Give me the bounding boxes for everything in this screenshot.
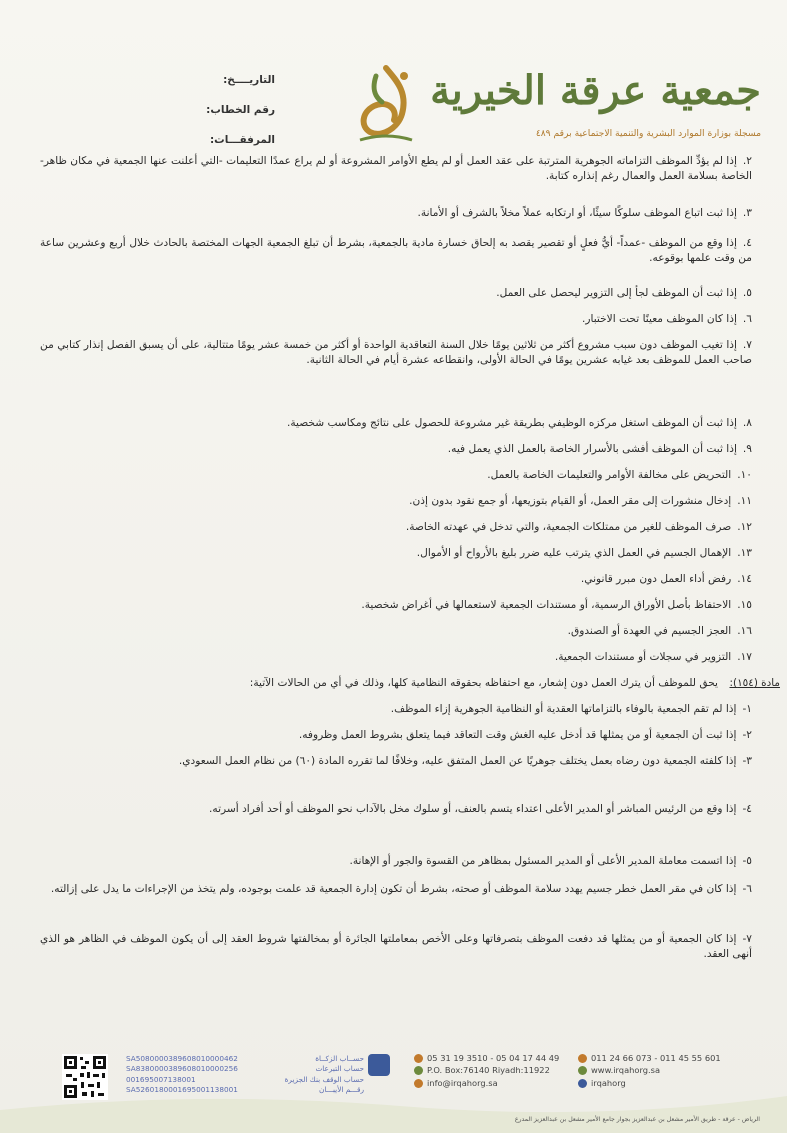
mailbox-icon [414, 1066, 423, 1075]
address: الرياض - عرقة - طريق الأمير مشعل بن عبدالعزيز بجوار جامع الأمير مشعل بن عبدالعزيز المدرع [514, 1116, 760, 1123]
list-item: ٩.إذا ثبت أن الموظف أفشى بالأسرار الخاصة بالعمل الذي يعمل فيه. [447, 443, 752, 455]
qr-code-icon [62, 1054, 108, 1100]
list-item: ٧-إذا كان الجمعية أو من يمثلها قد دفعت الموظف بتصرفاتها وعلى الأخص بمعاملتها الجائرة أو بمخالفتها شروط العقد إلى أن يكون الموظف في الظاهر هو الذي أنهى العقد. [40, 933, 752, 960]
list-item: ٤-إذا وقع من الرئيس المباشر أو المدير الأعلى اعتداء يتسم بالعنف، أو سلوك مخل بالآداب نحو الموظف أو أحد أفراد أسرته. [209, 803, 752, 815]
list-item: ١-إذا لم تقم الجمعية بالوفاء بالتزاماتها العقدية أو النظامية الجوهرية إزاء الموظف. [390, 703, 752, 715]
letter-body [40, 154, 780, 984]
list-item: ٢.إذا لم يؤدِّ الموظف التزاماته الجوهرية المترتبة على عقد العمل أو لم يطع الأوامر المشروعة أو لم يراع عمدًا التعليمات -التي أعلنت عنها الجمعية في مكان ظاهر- الخاصة بسلامة العمل والعمال رغم إنذاره كتابة. [40, 155, 752, 182]
list-item: ٥.إذا ثبت أن الموظف لجأ إلى التزوير ليحصل على العمل. [496, 287, 752, 299]
date-label: التاريــــخ: [223, 74, 275, 86]
list-item: ٢-إذا ثبت أن الجمعية أو من يمثلها قد أدخل عليه الغش وقت التعاقد فيما يتعلق بشروط العمل وظروفه. [298, 729, 752, 741]
article-154 [40, 676, 780, 691]
list-item: ٦-إذا كان في مقر العمل خطر جسيم يهدد سلامة الموظف أو صحته، بشرط أن تكون إدارة الجمعية قد علمت بوجوده، ولم يتخذ من الإجراءات ما يدل على إزالته. [50, 883, 752, 895]
organization-name: جمعية عرقة الخيرية [430, 67, 761, 114]
mobile-icon [414, 1054, 423, 1063]
list-item: ١٥.الاحتفاظ بأصل الأوراق الرسمية، أو مستندات الجمعية لاستعمالها في أغراض شخصية. [361, 599, 752, 611]
phone-icon [578, 1054, 587, 1063]
list-item: ٥-إذا اتسمت معاملة المدير الأعلى أو المدير المسئول بمظاهر من القسوة والجور أو الإهانة. [349, 855, 752, 867]
letter-meta [205, 74, 275, 164]
anniversary-emblem [352, 62, 420, 146]
contacts-middle: 05 31 19 3510 - 05 04 17 44 49 P.O. Box:76140 Riyadh:11922 info@irqahorg.sa [414, 1052, 576, 1089]
list-item: ١٤.رفض أداء العمل دون مبرر قانوني. [580, 573, 752, 585]
list-item: ٧.إذا تغيب الموظف دون سبب مشروع أكثر من ثلاثين يومًا خلال السنة التعاقدية الواحدة أو أكثر من خمسة عشر يومًا متتالية، على أن يسبق الفصل إنذار كتابي من صاحب العمل للموظف بعد غيابه عشرين يومًا في الحالة الأولى، وانقطاعه عشرة أيام في الحالة الثانية. [40, 339, 752, 366]
list-item: ٣-إذا كلفته الجمعية دون رضاه بعمل يختلف جوهريًا عن العمل المتفق عليه، وخلافًا لما تقرره المادة (٦٠) من نظام العمل السعودي. [178, 755, 752, 767]
attachments-label: المرفقـــات: [209, 134, 275, 146]
article-intro: يحق للموظف أن يترك العمل دون إشعار، مع احتفاظه بحقوقه النظامية كلها، وذلك في أي من الحالات الآتية: [249, 677, 718, 689]
bank-accounts [126, 1054, 364, 1096]
account-row: SA5080000389608010000462 حســاب الزكــاة [126, 1054, 364, 1063]
letter-number-label: رقم الخطاب: [206, 104, 275, 116]
list-item: ٤.إذا وقع من الموظف -عمداً- أيُّ فعلٍ أو تقصير يقصد به إلحاق خسارة مادية بالجمعية، بشرط أن تبلغ الجمعية الجهات المختصة بالحادث خلال أربع وعشرين ساعة من وقت علمها بوقوعه. [40, 237, 752, 264]
list-item: ٨.إذا ثبت أن الموظف استغل مركزه الوظيفي بطريقة غير مشروعة للحصول على نتائج ومكاسب شخصية. [286, 417, 752, 429]
list-item: ١٢.صرف الموظف للغير من ممتلكات الجمعية، والتي تدخل في عهدته الخاصة. [405, 521, 752, 533]
list-item: ٣.إذا ثبت اتباع الموظف سلوكًا سيئًا، أو ارتكابه عملاً مخلاً بالشرف أو الأمانة. [417, 207, 752, 219]
account-row: SA8380000389608010000256 حساب التبرعات [126, 1064, 364, 1074]
social-media-icon [578, 1079, 587, 1088]
email-icon [414, 1079, 423, 1088]
list-item: ١٠.التحريض على مخالفة الأوامر والتعليمات الخاصة بالعمل. [487, 469, 752, 481]
list-item: ٦.إذا كان الموظف معينًا تحت الاختبار. [582, 313, 752, 325]
organization-logo [430, 60, 761, 152]
list-item: ١٦.العجز الجسيم في العهدة أو الصندوق. [567, 625, 752, 637]
globe-icon [578, 1066, 587, 1075]
article-label: مادة (١٥٤): [729, 677, 780, 689]
letter-footer [0, 1040, 787, 1133]
list-item: ١٧.التزوير في سجلات أو مستندات الجمعية. [554, 651, 752, 663]
contacts-right: 011 24 66 073 - 011 45 55 601 www.irqahorg.sa irqahorg [578, 1052, 758, 1089]
list-item: ١١.إدخال منشورات إلى مقر العمل، أو القيام بتوزيعها، أو جمع نقود بدون إذن. [409, 495, 752, 507]
list-item: ١٣.الإهمال الجسيم في العمل الذي يترتب عليه ضرر بليغ بالأرواح أو الأموال. [416, 547, 752, 559]
organization-registration: مسجلة بوزارة الموارد البشرية والتنمية الاجتماعية برقم ٤٨٩ [535, 128, 761, 139]
account-row: SA5260180001695001138001 رقـــم الأيبـــان [126, 1085, 364, 1095]
bank-icon [368, 1054, 390, 1076]
account-row: 001695007138001 حساب الوقف بنك الجزيرة [126, 1074, 364, 1084]
